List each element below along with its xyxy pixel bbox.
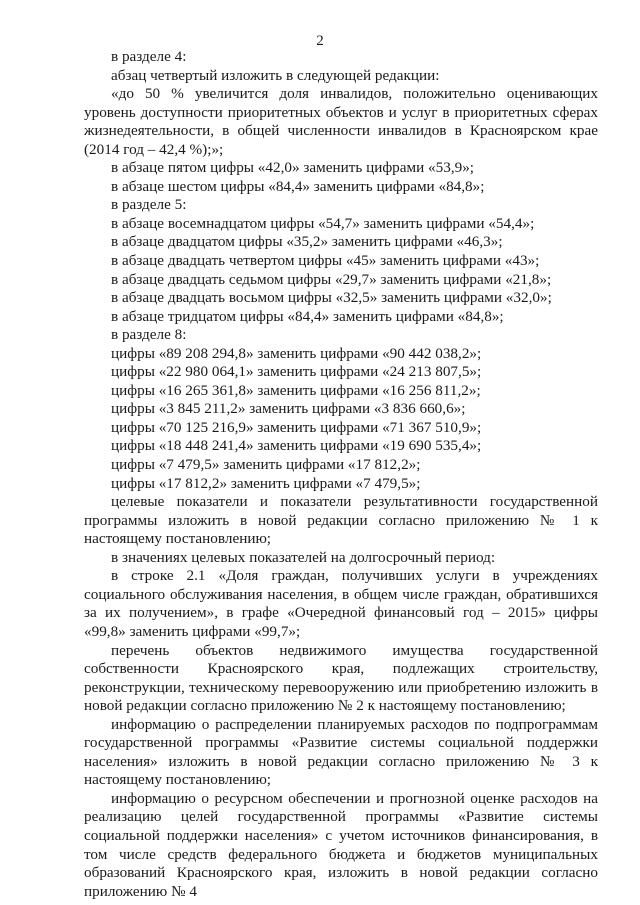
paragraph: «до 50 % увеличится доля инвалидов, положительно оценивающих уровень доступности приоритетных объектов и услуг в приоритетных сферах жизнедеятельности, в общей численности инвалидов в Красноярском крае (2014 год – 42,4 %);»; — [84, 85, 598, 158]
paragraph: в абзаце пятом цифры «42,0» заменить цифрами «53,9»; — [111, 159, 475, 177]
paragraph: в разделе 5: — [111, 196, 187, 214]
paragraph: в разделе 4: — [111, 48, 187, 65]
paragraph: целевые показатели и показатели результативности государственной программы изложить в новой редакции согласно приложению № 1 к настоящему постановлению; — [84, 493, 598, 548]
paragraph: в абзаце двадцать четвертом цифры «45» заменить цифрами «43»; — [111, 252, 540, 270]
document-body — [84, 48, 598, 901]
paragraph: в разделе 8: — [111, 326, 187, 344]
paragraph: цифры «89 208 294,8» заменить цифрами «90 442 038,2»; — [111, 344, 482, 362]
paragraph: цифры «70 125 216,9» заменить цифрами «71 367 510,9»; — [111, 418, 482, 436]
page-number: 2 — [316, 33, 324, 49]
paragraph: в строке 2.1 «Доля граждан, получивших услуги в учреждениях социального обслуживания населения, в общем числе граждан, обратившихся за их получением», в графе «Очередной финансовый год – 2015» цифры «99,8» заменить цифрами «99,7»; — [84, 567, 598, 640]
paragraph: информацию о распределении планируемых расходов по подпрограммам государственной программы «Развитие системы социальной поддержки населения» изложить в новой редакции согласно приложению № 3 к настоящему постановлению; — [84, 715, 598, 789]
paragraph: в абзаце шестом цифры «84,4» заменить цифрами «84,8»; — [111, 177, 485, 195]
paragraph: перечень объектов недвижимого имущества государственной собственности Красноярского края, подлежащих строительству, реконструкции, техническому перевооружению или приобретению изложить в новой редакции согласно приложению № 2 к настоящему постановлению; — [84, 641, 598, 715]
paragraph: в абзаце тридцатом цифры «84,4» заменить цифрами «84,8»; — [111, 307, 504, 325]
paragraph: информацию о ресурсном обеспечении и прогнозной оценке расходов на реализацию целей государственной программы «Развитие системы социальной поддержки населения» с учетом источников финансирования, в том числе средств федерального бюджета и бюджетов муниципальных образований Красноярского края, изложить в новой редакции согласно приложению № 4 — [84, 789, 598, 900]
paragraph: в абзаце двадцать восьмом цифры «32,5» заменить цифрами «32,0»; — [111, 289, 552, 307]
paragraph: цифры «22 980 064,1» заменить цифрами «24 213 807,5»; — [111, 363, 482, 381]
paragraph: цифры «7 479,5» заменить цифрами «17 812,2»; — [111, 456, 421, 474]
paragraph: абзац четвертый изложить в следующей редакции: — [111, 66, 440, 84]
paragraph: цифры «18 448 241,4» заменить цифрами «19 690 535,4»; — [111, 437, 482, 455]
paragraph: в значениях целевых показателей на долгосрочный период: — [111, 548, 496, 566]
paragraph: цифры «3 845 211,2» заменить цифрами «3 836 660,6»; — [111, 400, 466, 418]
paragraph: в абзаце двадцать седьмом цифры «29,7» заменить цифрами «21,8»; — [111, 270, 552, 288]
paragraph: цифры «16 265 361,8» заменить цифрами «16 256 811,2»; — [111, 381, 481, 399]
paragraph: цифры «17 812,2» заменить цифрами «7 479,5»; — [111, 474, 421, 492]
paragraph: в абзаце двадцатом цифры «35,2» заменить цифрами «46,3»; — [111, 233, 503, 251]
paragraph: в абзаце восемнадцатом цифры «54,7» заменить цифрами «54,4»; — [111, 214, 535, 232]
